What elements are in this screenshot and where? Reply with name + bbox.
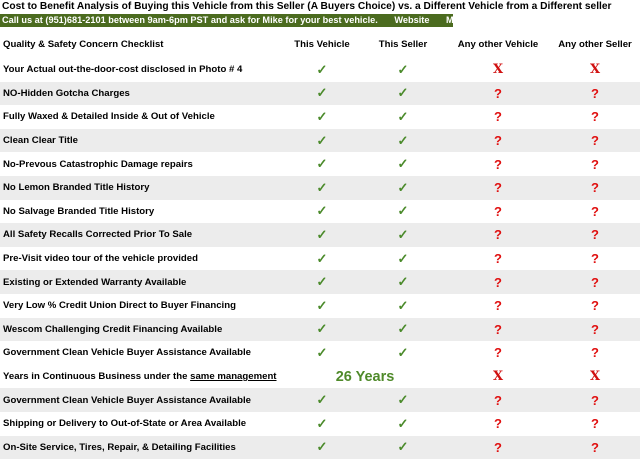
question-mark-icon: ? <box>591 85 599 101</box>
table-row <box>0 105 640 129</box>
row-cell <box>284 345 360 361</box>
row-cell <box>550 180 640 195</box>
table-row <box>0 436 640 460</box>
table-body-lower <box>0 388 640 459</box>
check-mark-icon: ✓ <box>316 156 328 172</box>
row-cell <box>446 393 550 408</box>
row-cell <box>550 227 640 242</box>
check-mark-icon: ✓ <box>316 179 328 195</box>
check-mark-icon: ✓ <box>316 415 328 431</box>
row-cell <box>284 321 360 337</box>
table-row <box>0 58 640 82</box>
row-label: Very Low % Credit Union Direct to Buyer Financing <box>3 300 236 312</box>
question-mark-icon: ? <box>494 85 502 101</box>
check-mark-icon: ✓ <box>316 108 328 124</box>
row-label: Government Clean Vehicle Buyer Assistance Available <box>3 394 251 406</box>
call-banner <box>0 14 515 27</box>
row-cell <box>284 85 360 101</box>
question-mark-icon: ? <box>591 227 599 243</box>
row-label: Shipping or Delivery to Out-of-State or Area Available <box>3 418 247 430</box>
header-checklist: Quality & Safety Concern Checklist <box>3 39 164 50</box>
header-this-seller: This Seller <box>378 39 428 50</box>
row-cell <box>360 180 446 196</box>
comparison-table <box>0 31 640 459</box>
table-row <box>0 341 640 365</box>
row-cell <box>284 439 360 455</box>
row-cell <box>284 251 360 267</box>
check-mark-icon: ✓ <box>316 274 328 290</box>
row-cell <box>446 180 550 195</box>
check-mark-icon: ✓ <box>397 344 409 360</box>
table-row <box>0 176 640 200</box>
table-row <box>0 318 640 342</box>
row-cell <box>550 157 640 172</box>
question-mark-icon: ? <box>494 321 502 337</box>
row-cell <box>360 321 446 337</box>
row-cell <box>550 322 640 337</box>
check-mark-icon: ✓ <box>397 156 409 172</box>
row-cell <box>446 86 550 101</box>
check-mark-icon: ✓ <box>397 203 409 219</box>
row-cell <box>284 180 360 196</box>
row-cell <box>446 227 550 242</box>
row-cell <box>446 133 550 148</box>
check-mark-icon: ✓ <box>316 132 328 148</box>
table-row <box>0 412 640 436</box>
table-row <box>0 294 640 318</box>
check-mark-icon: ✓ <box>316 250 328 266</box>
row-cell <box>550 345 640 360</box>
row-cell <box>446 298 550 313</box>
row-cell <box>550 204 640 219</box>
check-mark-icon: ✓ <box>316 344 328 360</box>
years-label: Years in Continuous Business under the same management <box>3 371 277 383</box>
header-other-vehicle: Any other Vehicle <box>457 39 539 50</box>
question-mark-icon: ? <box>494 439 502 455</box>
row-cell <box>360 345 446 361</box>
question-mark-icon: ? <box>591 345 599 361</box>
check-mark-icon: ✓ <box>316 392 328 408</box>
check-mark-icon: ✓ <box>316 203 328 219</box>
row-cell <box>550 251 640 266</box>
row-label: Fully Waxed & Detailed Inside & Out of Vehicle <box>3 111 215 123</box>
row-cell <box>360 392 446 408</box>
check-mark-icon: ✓ <box>316 85 328 101</box>
check-mark-icon: ✓ <box>397 439 409 455</box>
table-row <box>0 129 640 153</box>
check-mark-icon: ✓ <box>316 439 328 455</box>
x-mark-icon: X <box>589 62 601 78</box>
question-mark-icon: ? <box>494 416 502 432</box>
question-mark-icon: ? <box>494 203 502 219</box>
row-cell <box>360 85 446 101</box>
row-cell <box>550 109 640 124</box>
table-row <box>0 152 640 176</box>
row-label: Wescom Challenging Credit Financing Available <box>3 323 223 335</box>
header-other-seller: Any other Seller <box>558 39 632 50</box>
question-mark-icon: ? <box>591 321 599 337</box>
question-mark-icon: ? <box>494 109 502 125</box>
row-cell <box>360 62 446 78</box>
question-mark-icon: ? <box>591 392 599 408</box>
question-mark-icon: ? <box>494 345 502 361</box>
row-cell <box>550 62 640 77</box>
row-cell <box>446 204 550 219</box>
table-row <box>0 223 640 247</box>
row-cell <box>360 416 446 432</box>
question-mark-icon: ? <box>494 133 502 149</box>
row-label: On-Site Service, Tires, Repair, & Detailing Facilities <box>3 441 236 453</box>
row-cell <box>550 298 640 313</box>
row-cell <box>550 416 640 431</box>
table-body-upper <box>0 58 640 365</box>
question-mark-icon: ? <box>591 109 599 125</box>
question-mark-icon: ? <box>591 439 599 455</box>
row-cell <box>284 62 360 78</box>
row-cell <box>360 133 446 149</box>
row-cell <box>284 133 360 149</box>
years-value: 26 Years <box>335 368 395 385</box>
question-mark-icon: ? <box>494 227 502 243</box>
question-mark-icon: ? <box>494 392 502 408</box>
row-cell <box>284 203 360 219</box>
row-label: Clean Clear Title <box>3 135 79 147</box>
question-mark-icon: ? <box>591 133 599 149</box>
row-label: Existing or Extended Warranty Available <box>3 276 187 288</box>
row-cell <box>446 157 550 172</box>
row-cell <box>360 274 446 290</box>
check-mark-icon: ✓ <box>316 226 328 242</box>
question-mark-icon: ? <box>494 274 502 290</box>
row-cell <box>446 440 550 455</box>
page-title: Cost to Benefit Analysis of Buying this Vehicle from this Seller (A Buyers Choice) vs. a Different Vehicle from a Different seller <box>2 1 612 12</box>
row-cell <box>360 156 446 172</box>
row-cell <box>446 109 550 124</box>
row-cell <box>284 227 360 243</box>
question-mark-icon: ? <box>591 251 599 267</box>
check-mark-icon: ✓ <box>397 297 409 313</box>
check-mark-icon: ✓ <box>316 61 328 77</box>
table-row-years <box>0 365 640 389</box>
check-mark-icon: ✓ <box>397 61 409 77</box>
row-cell <box>360 109 446 125</box>
row-cell <box>360 298 446 314</box>
row-cell <box>360 203 446 219</box>
question-mark-icon: ? <box>591 298 599 314</box>
row-cell <box>446 416 550 431</box>
check-mark-icon: ✓ <box>397 226 409 242</box>
check-mark-icon: ✓ <box>397 85 409 101</box>
check-mark-icon: ✓ <box>397 392 409 408</box>
question-mark-icon: ? <box>494 298 502 314</box>
website-link[interactable]: MyBestCar.com <box>446 15 515 25</box>
row-label: No Salvage Branded Title History <box>3 205 155 217</box>
table-row <box>0 247 640 271</box>
question-mark-icon: ? <box>591 203 599 219</box>
row-cell <box>284 298 360 314</box>
table-row <box>0 200 640 224</box>
row-label: NO-Hidden Gotcha Charges <box>3 87 130 99</box>
row-label: All Safety Recalls Corrected Prior To Sale <box>3 229 193 241</box>
row-cell <box>284 156 360 172</box>
call-text: Call us at (951)681-2101 between 9am-6pm PST and ask for Mike for your best vehicle. <box>2 15 378 25</box>
table-row <box>0 270 640 294</box>
row-cell <box>284 416 360 432</box>
question-mark-icon: ? <box>591 274 599 290</box>
table-header-row <box>0 31 640 58</box>
row-cell <box>446 275 550 290</box>
check-mark-icon: ✓ <box>397 132 409 148</box>
row-cell <box>360 251 446 267</box>
row-cell <box>550 133 640 148</box>
row-cell <box>446 62 550 77</box>
check-mark-icon: ✓ <box>316 321 328 337</box>
check-mark-icon: ✓ <box>316 297 328 313</box>
row-label: No-Prevous Catastrophic Damage repairs <box>3 158 193 170</box>
header-this-vehicle: This Vehicle <box>294 39 350 50</box>
check-mark-icon: ✓ <box>397 108 409 124</box>
row-cell <box>284 392 360 408</box>
row-cell <box>360 439 446 455</box>
row-cell <box>550 275 640 290</box>
row-cell <box>550 440 640 455</box>
row-label: No Lemon Branded Title History <box>3 182 150 194</box>
check-mark-icon: ✓ <box>397 250 409 266</box>
question-mark-icon: ? <box>591 180 599 196</box>
question-mark-icon: ? <box>494 156 502 172</box>
row-cell <box>550 393 640 408</box>
table-row <box>0 82 640 106</box>
row-cell <box>446 322 550 337</box>
row-cell <box>446 251 550 266</box>
table-row <box>0 388 640 412</box>
check-mark-icon: ✓ <box>397 321 409 337</box>
row-label: Pre-Visit video tour of the vehicle provided <box>3 253 198 265</box>
same-management-text: same management <box>190 371 277 383</box>
x-mark-icon: X <box>492 369 504 385</box>
row-label: Your Actual out-the-door-cost disclosed in Photo # 4 <box>3 64 243 76</box>
row-cell <box>284 109 360 125</box>
question-mark-icon: ? <box>591 156 599 172</box>
check-mark-icon: ✓ <box>397 274 409 290</box>
row-cell <box>446 345 550 360</box>
row-cell <box>284 274 360 290</box>
check-mark-icon: ✓ <box>397 415 409 431</box>
website-label: Website <box>394 15 430 25</box>
check-mark-icon: ✓ <box>397 179 409 195</box>
x-mark-icon: X <box>492 62 504 78</box>
question-mark-icon: ? <box>494 251 502 267</box>
row-label: Government Clean Vehicle Buyer Assistance Available <box>3 347 251 359</box>
x-mark-icon: X <box>589 369 601 385</box>
question-mark-icon: ? <box>494 180 502 196</box>
row-cell <box>550 86 640 101</box>
row-cell <box>360 227 446 243</box>
question-mark-icon: ? <box>591 416 599 432</box>
